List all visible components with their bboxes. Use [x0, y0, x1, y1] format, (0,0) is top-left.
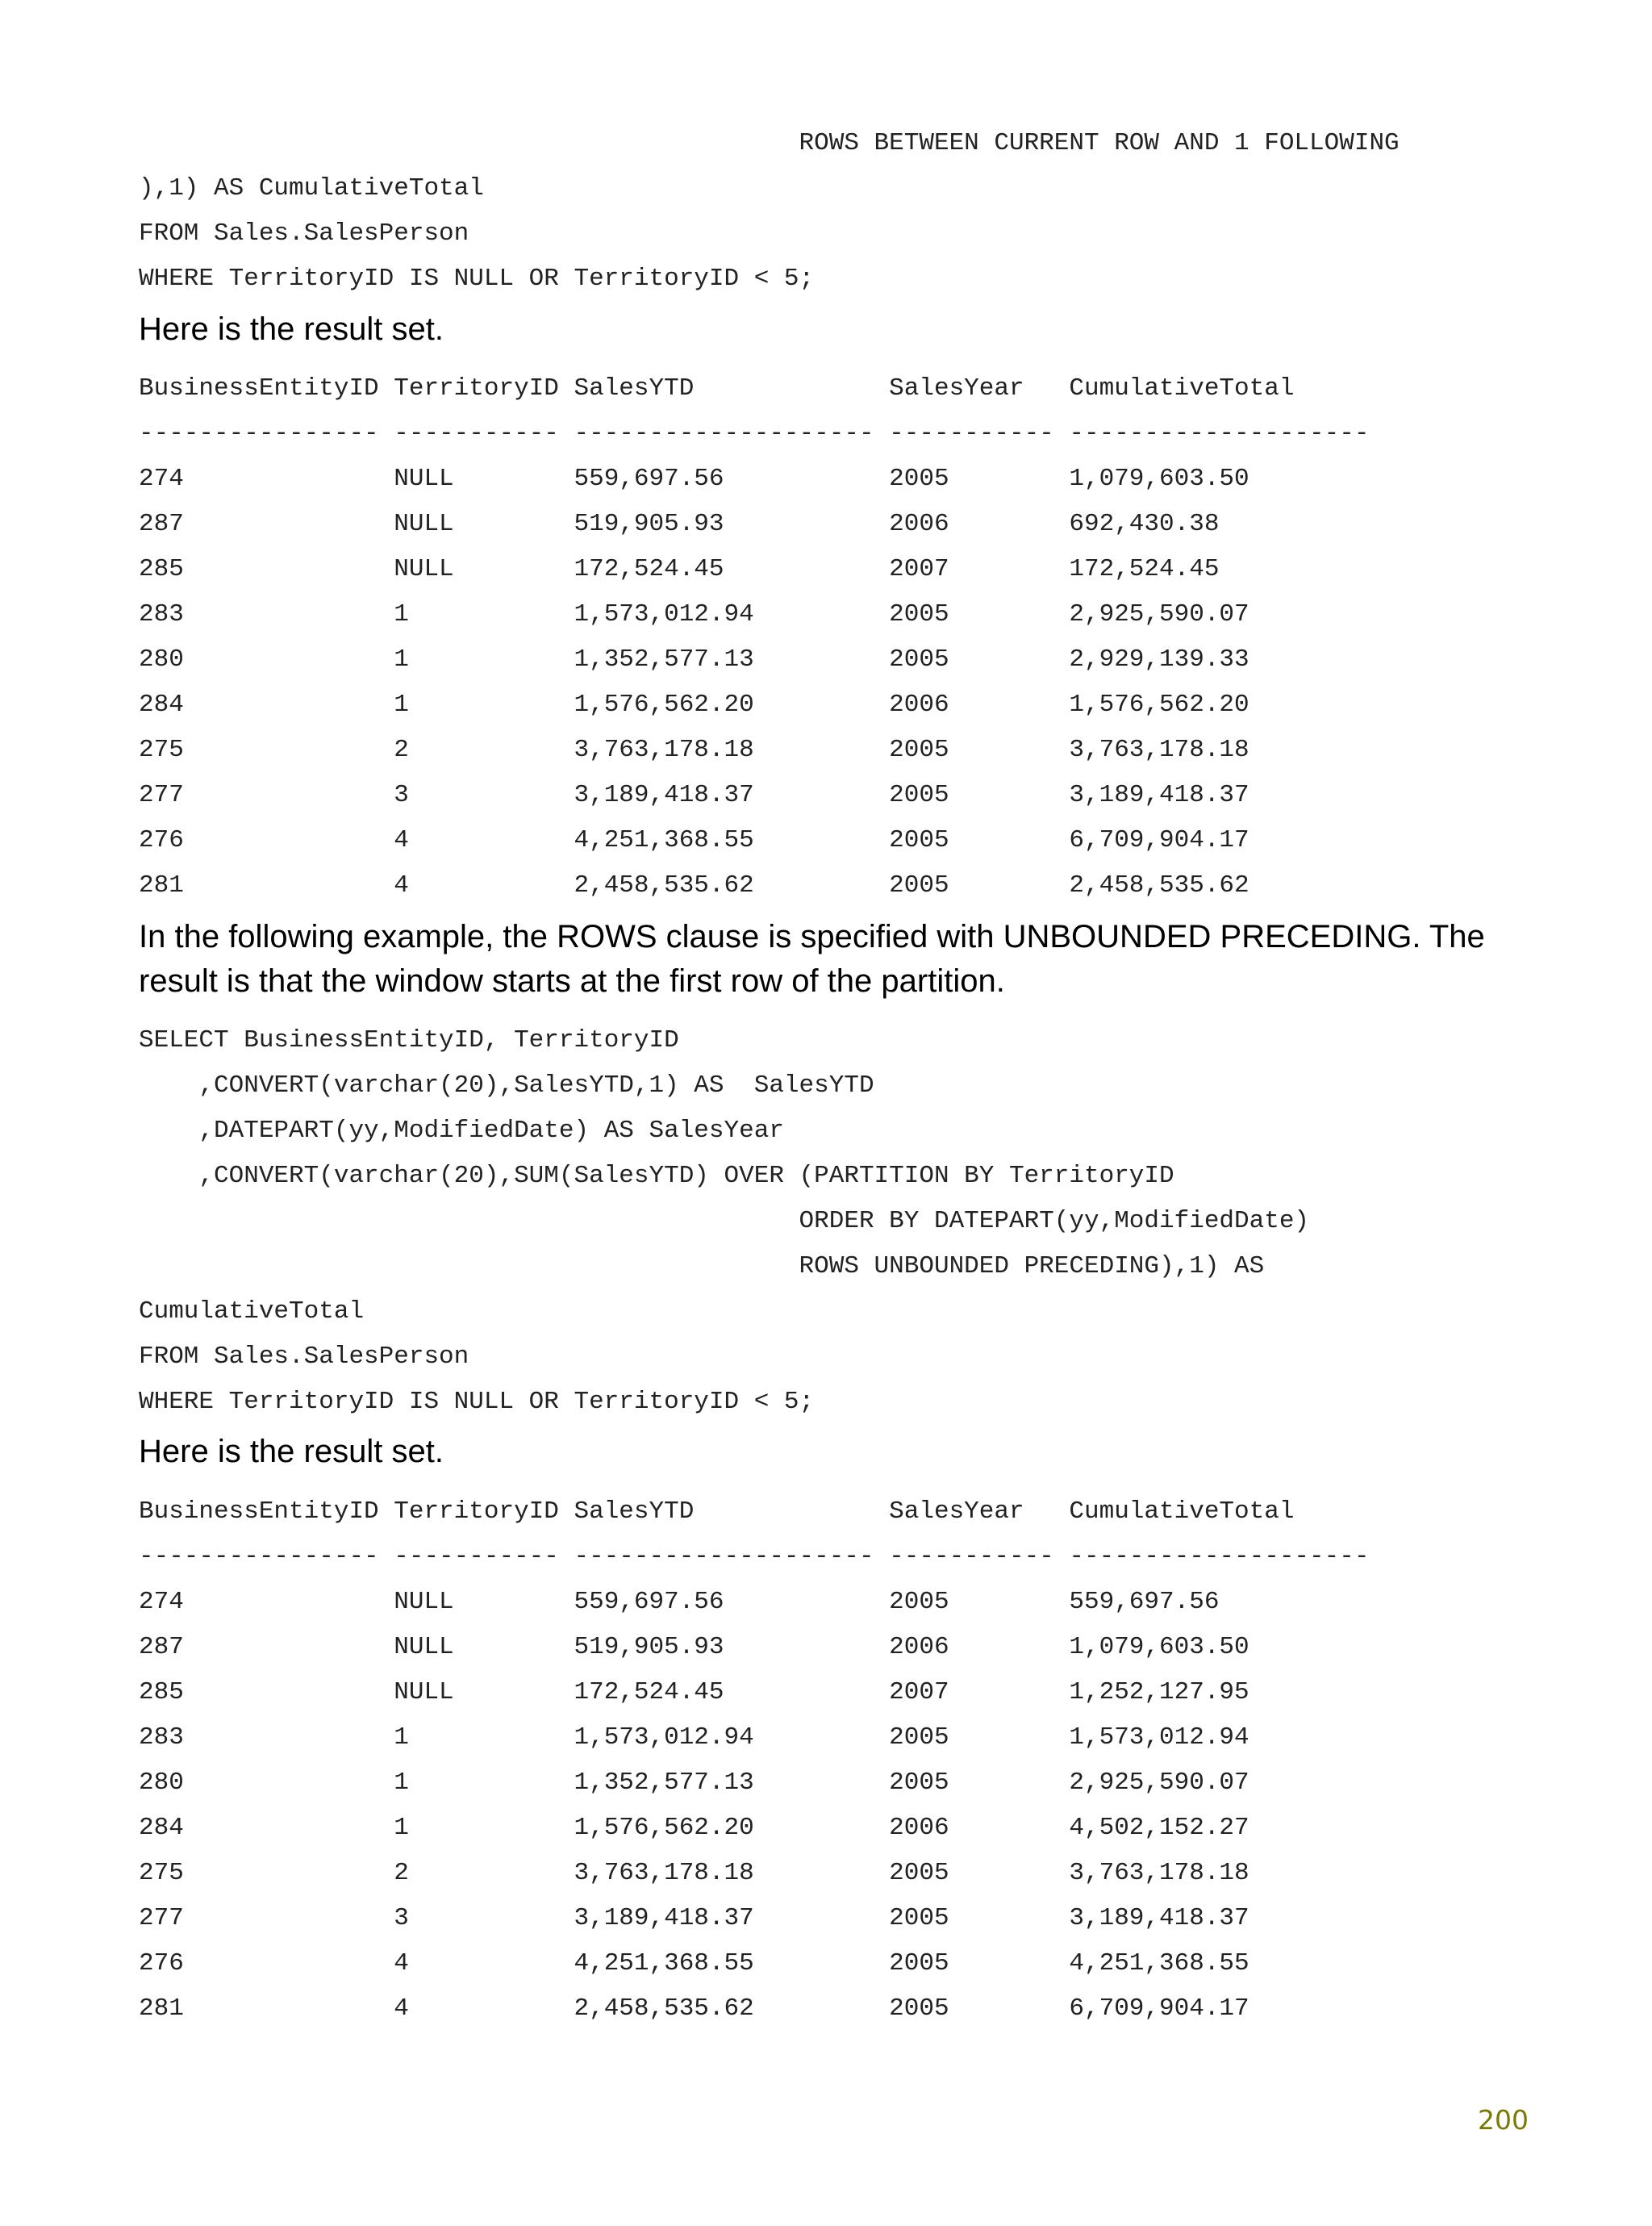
- table-row: 275 2 3,763,178.18 2005 3,763,178.18: [139, 736, 1249, 764]
- table-row: 281 4 2,458,535.62 2005 2,458,535.62: [139, 871, 1249, 900]
- table-row: 280 1 1,352,577.13 2005 2,929,139.33: [139, 645, 1249, 674]
- result-table-separator: ---------------- ----------- -------------------- ----------- --------------------: [139, 1543, 1370, 1571]
- code-line: SELECT BusinessEntityID, TerritoryID: [139, 1026, 679, 1055]
- result-table-separator: ---------------- ----------- -------------------- ----------- --------------------: [139, 420, 1370, 448]
- code-line: FROM Sales.SalesPerson: [139, 219, 469, 248]
- table-row: 284 1 1,576,562.20 2006 4,502,152.27: [139, 1814, 1249, 1842]
- code-line: ,CONVERT(varchar(20),SUM(SalesYTD) OVER (PARTITION BY TerritoryID: [139, 1162, 1174, 1190]
- result-table-header: BusinessEntityID TerritoryID SalesYTD SalesYear CumulativeTotal: [139, 374, 1295, 403]
- table-row: 276 4 4,251,368.55 2005 6,709,904.17: [139, 826, 1249, 854]
- table-row: 285 NULL 172,524.45 2007 172,524.45: [139, 555, 1220, 583]
- table-row: 284 1 1,576,562.20 2006 1,576,562.20: [139, 691, 1249, 719]
- table-row: 281 4 2,458,535.62 2005 6,709,904.17: [139, 1994, 1249, 2023]
- table-row: 287 NULL 519,905.93 2006 1,079,603.50: [139, 1633, 1249, 1661]
- table-row: 283 1 1,573,012.94 2005 1,573,012.94: [139, 1723, 1249, 1752]
- table-row: 280 1 1,352,577.13 2005 2,925,590.07: [139, 1769, 1249, 1797]
- code-line: ORDER BY DATEPART(yy,ModifiedDate): [139, 1207, 1310, 1235]
- table-row: 275 2 3,763,178.18 2005 3,763,178.18: [139, 1859, 1249, 1887]
- code-line: FROM Sales.SalesPerson: [139, 1343, 469, 1371]
- code-line: ,CONVERT(varchar(20),SalesYTD,1) AS SalesYTD: [139, 1071, 874, 1100]
- code-line: CumulativeTotal: [139, 1297, 365, 1326]
- table-row: 283 1 1,573,012.94 2005 2,925,590.07: [139, 600, 1249, 629]
- explanation-paragraph: In the following example, the ROWS clause is specified with UNBOUNDED PRECEDING. The result is that the window starts at the first row of the partition.: [139, 919, 1485, 999]
- page-number: 200: [1478, 2104, 1529, 2136]
- table-row: 285 NULL 172,524.45 2007 1,252,127.95: [139, 1678, 1249, 1706]
- result-set-heading: Here is the result set.: [139, 311, 444, 347]
- table-row: 287 NULL 519,905.93 2006 692,430.38: [139, 510, 1220, 538]
- table-row: 277 3 3,189,418.37 2005 3,189,418.37: [139, 1904, 1249, 1932]
- table-row: 277 3 3,189,418.37 2005 3,189,418.37: [139, 781, 1249, 809]
- code-line: WHERE TerritoryID IS NULL OR TerritoryID < 5;: [139, 265, 815, 293]
- table-row: 274 NULL 559,697.56 2005 559,697.56: [139, 1588, 1220, 1616]
- code-line: ),1) AS CumulativeTotal: [139, 174, 484, 203]
- code-line: ROWS BETWEEN CURRENT ROW AND 1 FOLLOWING: [139, 129, 1400, 157]
- code-line: WHERE TerritoryID IS NULL OR TerritoryID < 5;: [139, 1388, 815, 1416]
- table-row: 276 4 4,251,368.55 2005 4,251,368.55: [139, 1949, 1249, 1978]
- code-line: ROWS UNBOUNDED PRECEDING),1) AS: [139, 1252, 1265, 1280]
- result-table-header: BusinessEntityID TerritoryID SalesYTD SalesYear CumulativeTotal: [139, 1497, 1295, 1526]
- result-set-heading: Here is the result set.: [139, 1434, 444, 1469]
- table-row: 274 NULL 559,697.56 2005 1,079,603.50: [139, 465, 1249, 493]
- code-line: ,DATEPART(yy,ModifiedDate) AS SalesYear: [139, 1117, 784, 1145]
